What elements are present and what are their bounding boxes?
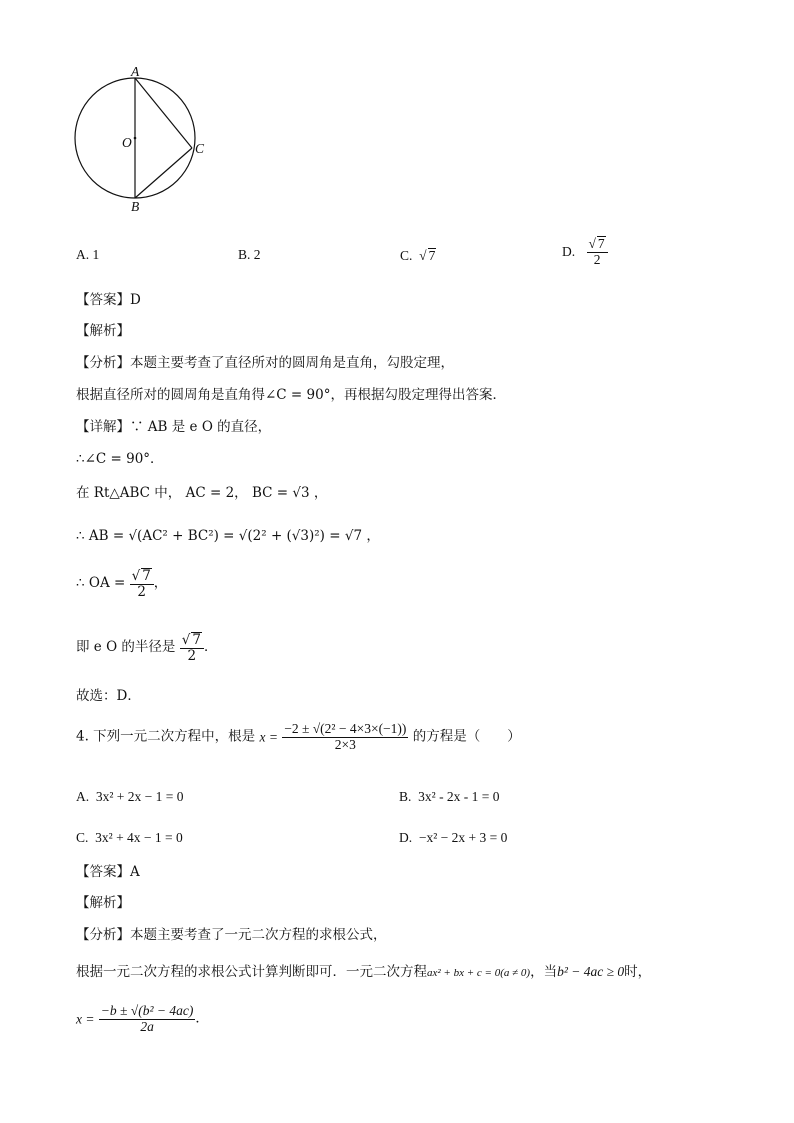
q3-step3-expr: √(AC² + BC²) = √(2² + (√3)²) = √7 ，	[128, 528, 380, 544]
q3-step4-fraction: $\frac{√ 7}{2}$	[130, 568, 154, 600]
q4-option-d-label: D.	[399, 830, 413, 845]
q4-stem-post: 的方程是（ ）	[412, 728, 521, 745]
q4-analysis-head: 【解析】	[76, 895, 130, 911]
q4-option-c-text: 3x² + 4x − 1 = 0	[95, 830, 183, 845]
label-c: C	[195, 141, 205, 156]
q4-option-b	[399, 790, 500, 804]
circle-diagram	[70, 62, 220, 217]
q3-step4-left: ∴ OA =	[76, 575, 130, 592]
q3-fenxi: 【分析】本题主要考查了直径所对的圆周角是直角，勾股定理，	[76, 355, 454, 371]
q4-option-c	[76, 831, 183, 845]
label-o: O	[122, 135, 132, 150]
q4-option-a	[76, 790, 184, 804]
q3-detail-head: 【详解】	[76, 419, 130, 435]
q3-option-b: B. 2	[238, 247, 261, 262]
q3-detail-text: ∵ AB 是 e O 的直径，	[130, 419, 272, 435]
q3-step4	[76, 568, 167, 600]
q4-option-d	[399, 831, 507, 845]
q3-analysis-head: 【解析】	[76, 323, 130, 339]
label-a: A	[131, 64, 140, 79]
q3-step5-tail: ．	[203, 639, 218, 656]
q4-line2-post: 时，	[624, 964, 652, 980]
q3-option-c: C. √ 7	[400, 248, 436, 263]
q3-step5-den: 2	[187, 647, 197, 664]
q4-formula-lhs: x =	[259, 729, 278, 745]
q3-step4-tail: ，	[153, 575, 168, 592]
q4-option-b-label: B.	[399, 789, 412, 804]
q3-option-c-label: C.	[400, 248, 413, 263]
center-point	[134, 137, 137, 140]
q4-root-formula	[76, 1004, 209, 1035]
q4-option-a-text: 3x² + 2x − 1 = 0	[95, 789, 184, 804]
q4-option-a-label: A.	[76, 789, 90, 804]
q4-stem-pre: 4. 下列一元二次方程中，根是	[76, 728, 256, 745]
q3-option-d-num: 7	[597, 236, 605, 251]
q4-formula	[282, 722, 408, 753]
q3-line2: 根据直径所对的圆周角是直角得∠C = 90°，再根据勾股定理得出答案．	[76, 387, 506, 403]
q4-root-den: 2a	[140, 1018, 154, 1034]
q3-option-c-radicand: 7	[428, 248, 436, 263]
q3-step3	[76, 530, 380, 544]
q3-option-d	[562, 236, 608, 268]
circle-figure	[70, 62, 220, 221]
q3-detail	[76, 421, 271, 435]
chord-ac	[135, 78, 192, 148]
q3-option-d-label: D.	[562, 244, 576, 260]
q4-option-c-label: C.	[76, 830, 89, 845]
q3-step5-num: 7	[192, 632, 201, 648]
q4-formula-den: 2×3	[334, 736, 356, 752]
q3-conclusion: 故选：D．	[76, 688, 141, 704]
q3-step3-left: ∴ AB =	[76, 528, 129, 544]
q4-line2-cond: b² − 4ac ≥ 0	[557, 964, 625, 979]
q4-stem	[76, 722, 521, 753]
q3-step5-fraction: $\frac{√ 7}{2}$	[180, 632, 204, 664]
q4-root-lhs: x =	[76, 1011, 95, 1027]
q4-line2	[76, 965, 651, 980]
q3-option-a: A. 1	[76, 247, 100, 262]
q4-option-d-text: −x² − 2x + 3 = 0	[418, 830, 508, 845]
q3-option-d-fraction: $\frac{√ 7}{2}$	[587, 236, 608, 268]
q3-step1: ∴∠C = 90°．	[76, 451, 164, 467]
q4-line2-pre: 根据一元二次方程的求根公式计算判断即可．一元二次方程	[76, 964, 427, 980]
q4-fenxi: 【分析】本题主要考查了一元二次方程的求根公式，	[76, 927, 387, 943]
q3-option-d-den: 2	[593, 251, 601, 267]
q3-step2: 在 Rt△ABC 中， AC = 2， BC = √3 ，	[76, 485, 328, 501]
q4-option-b-text: 3x² - 2x - 1 = 0	[418, 789, 500, 804]
q3-answer: 【答案】D	[76, 292, 141, 308]
q4-line2-eq: ax² + bx + c = 0(a ≠ 0)	[427, 967, 531, 979]
q4-root-fraction	[99, 1004, 196, 1035]
q4-formula-num: −2 ± √(2² − 4×3×(−1))	[284, 721, 407, 736]
q4-root-tail: ．	[195, 1010, 209, 1027]
q4-line2-mid: ，当	[530, 964, 558, 980]
q3-step5	[76, 632, 217, 664]
q4-answer: 【答案】A	[76, 864, 140, 880]
q3-step4-num: 7	[142, 568, 151, 584]
q4-root-num: −b ± √(b² − 4ac)	[100, 1003, 194, 1018]
q3-step4-den: 2	[137, 583, 146, 600]
label-b: B	[131, 199, 140, 214]
q3-step5-left: 即 e O 的半径是	[76, 639, 176, 656]
